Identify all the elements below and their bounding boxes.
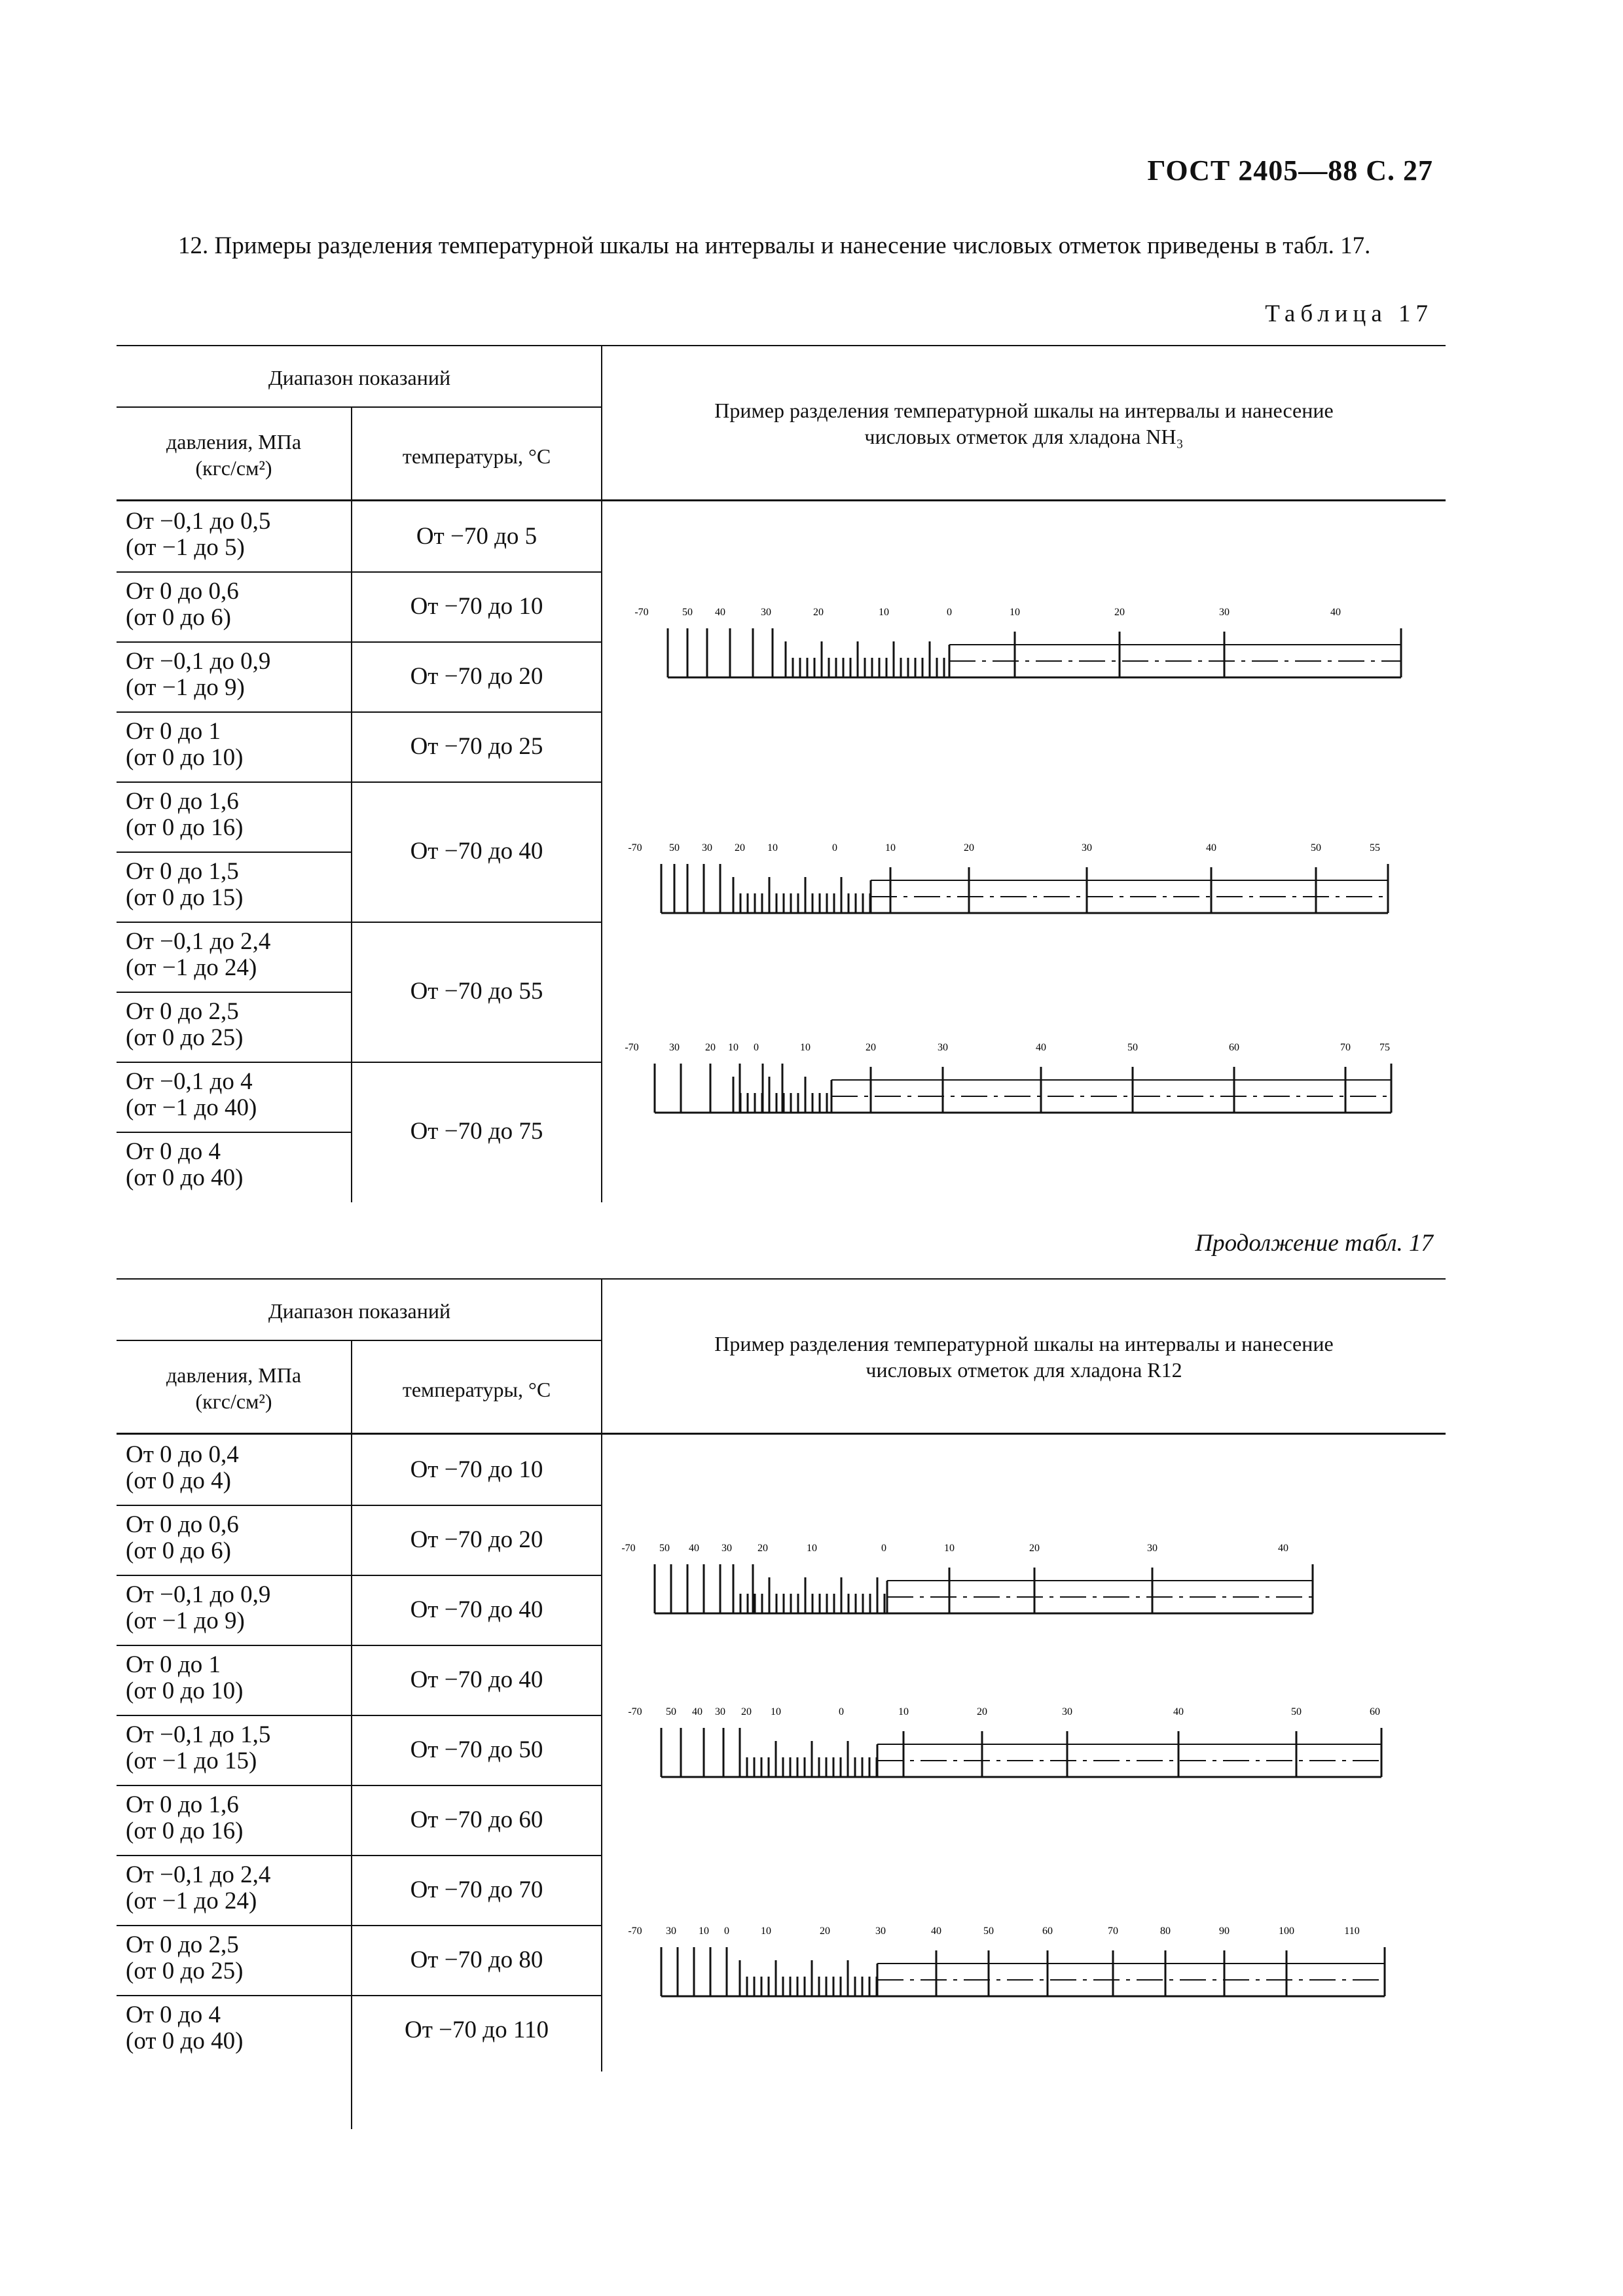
- tick-label: 70: [1340, 1042, 1351, 1053]
- tick-label: -70: [628, 1926, 642, 1937]
- pressure-range: От 0 до 1: [126, 1651, 221, 1678]
- tick-label: 55: [1370, 842, 1380, 853]
- tick-label: 90: [1219, 1926, 1230, 1937]
- tick-label: 40: [1036, 1042, 1046, 1053]
- temperature-range: От −70 до 70: [410, 1876, 543, 1903]
- table-rule: [601, 1278, 602, 2072]
- pressure-range-kgf: (от 0 до 4): [126, 1467, 231, 1494]
- pressure-range: От −0,1 до 4: [126, 1068, 253, 1095]
- tick-label: 30: [938, 1042, 948, 1053]
- header-example-2: числовых отметок для хладона NH₃: [864, 425, 1184, 448]
- table-rule: [117, 1433, 1446, 1435]
- pressure-range: От 0 до 4: [126, 1138, 221, 1165]
- tick-label: 40: [1173, 1706, 1184, 1717]
- tick-label: -70: [628, 1706, 642, 1717]
- tick-label: 60: [1370, 1706, 1380, 1717]
- tick-label: 0: [881, 1543, 886, 1554]
- tick-label: 0: [754, 1042, 759, 1053]
- table-rule: [117, 1785, 602, 1786]
- tick-label: 10: [879, 607, 889, 618]
- header-example: Пример разделения температурной шкалы на интервалы и нанесение: [714, 399, 1334, 422]
- tick-label: 60: [1042, 1926, 1053, 1937]
- table-continuation-caption: Продолжение табл. 17: [1195, 1230, 1433, 1257]
- tick-label: 30: [666, 1926, 676, 1937]
- table-rule: [117, 1505, 602, 1506]
- nh3-scales: [615, 576, 1440, 1139]
- header-temperature: температуры, °C: [402, 444, 551, 468]
- pressure-range: От −0,1 до 0,9: [126, 1581, 271, 1608]
- tick-label: 50: [659, 1543, 670, 1554]
- temperature-range: От −70 до 110: [405, 2017, 549, 2043]
- tick-label: 30: [1082, 842, 1092, 853]
- temperature-range: От −70 до 20: [410, 1526, 543, 1553]
- table-rule: [351, 571, 602, 573]
- tick-label: 10: [800, 1042, 811, 1053]
- pressure-range: От −0,1 до 1,5: [126, 1721, 271, 1748]
- pressure-range-kgf: (от −1 до 9): [126, 1607, 245, 1634]
- tick-label: 40: [1330, 607, 1341, 618]
- r12-scales: [615, 1512, 1440, 2009]
- pressure-range: От 0 до 1,6: [126, 1791, 239, 1818]
- table-rule: [117, 1995, 602, 1996]
- tick-label: 20: [757, 1543, 768, 1554]
- pressure-range-kgf: (от 0 до 16): [126, 1818, 244, 1844]
- pressure-range: От −0,1 до 2,4: [126, 1861, 271, 1888]
- tick-label: 50: [669, 842, 680, 853]
- header-pressure-unit: (кгс/см²): [195, 456, 272, 480]
- table-rule: [351, 1062, 602, 1063]
- pressure-range-kgf: (от 0 до 10): [126, 744, 244, 771]
- temperature-range: От −70 до 40: [410, 1666, 543, 1693]
- pressure-range-kgf: (от −1 до 40): [126, 1094, 257, 1121]
- table-rule: [351, 922, 602, 923]
- tick-label: 10: [807, 1543, 817, 1554]
- pressure-range-kgf: (от 0 до 40): [126, 2028, 244, 2054]
- tick-label: -70: [625, 1042, 639, 1053]
- tick-label: 70: [1108, 1926, 1118, 1937]
- table-rule: [351, 641, 602, 643]
- pressure-range: От 0 до 2,5: [126, 998, 239, 1025]
- pressure-range: От 0 до 2,5: [126, 1931, 239, 1958]
- table-rule: [117, 499, 1446, 501]
- table-rule: [117, 922, 352, 923]
- header-example-2: числовых отметок для хладона R12: [866, 1358, 1182, 1382]
- table-rule: [117, 1715, 602, 1716]
- intro-paragraph: 12. Примеры разделения температурной шкалы на интервалы и нанесение числовых отметок приведены в табл. 17.: [178, 232, 1371, 259]
- temperature-range: От −70 до 55: [410, 978, 543, 1005]
- tick-label: 0: [724, 1926, 729, 1937]
- tick-label: 20: [866, 1042, 876, 1053]
- tick-label: 30: [1219, 607, 1230, 618]
- tick-label: 20: [741, 1706, 752, 1717]
- tick-label: -70: [634, 607, 649, 618]
- tick-label: 20: [820, 1926, 830, 1937]
- tick-label: -70: [628, 842, 642, 853]
- tick-label: 20: [705, 1042, 716, 1053]
- pressure-range: От 0 до 0,6: [126, 578, 239, 605]
- tick-label: 80: [1160, 1926, 1171, 1937]
- tick-label: 50: [1127, 1042, 1138, 1053]
- tick-label: 40: [1278, 1543, 1288, 1554]
- tick-label: 10: [885, 842, 896, 853]
- header-pressure-unit: (кгс/см²): [195, 1390, 272, 1413]
- pressure-range-kgf: (от 0 до 25): [126, 1024, 244, 1051]
- tick-label: 10: [1010, 607, 1020, 618]
- tick-label: 30: [875, 1926, 886, 1937]
- tick-label: 50: [1311, 842, 1321, 853]
- tick-label: -70: [621, 1543, 636, 1554]
- pressure-range-kgf: (от 0 до 25): [126, 1958, 244, 1984]
- table-rule: [117, 1132, 352, 1133]
- temperature-range: От −70 до 40: [410, 1596, 543, 1623]
- tick-label: 0: [832, 842, 837, 853]
- tick-label: 10: [771, 1706, 781, 1717]
- tick-label: 20: [735, 842, 745, 853]
- pressure-range-kgf: (от 0 до 10): [126, 1677, 244, 1704]
- tick-label: 20: [813, 607, 824, 618]
- tick-label: 40: [692, 1706, 702, 1717]
- tick-label: 40: [1206, 842, 1216, 853]
- tick-label: 50: [666, 1706, 676, 1717]
- pressure-range: От 0 до 0,6: [126, 1511, 239, 1538]
- temperature-range: От −70 до 25: [410, 732, 543, 760]
- tick-label: 40: [931, 1926, 941, 1937]
- table-rule: [351, 711, 602, 713]
- pressure-range-kgf: (от −1 до 24): [126, 954, 257, 981]
- header-example: Пример разделения температурной шкалы на интервалы и нанесение: [714, 1332, 1334, 1355]
- table-rule: [117, 406, 602, 408]
- table-rule: [117, 1925, 602, 1926]
- temperature-range: От −70 до 10: [410, 592, 543, 620]
- tick-label: 20: [1029, 1543, 1040, 1554]
- tick-label: 30: [715, 1706, 725, 1717]
- pressure-range: От 0 до 4: [126, 2001, 221, 2028]
- tick-label: 20: [977, 1706, 987, 1717]
- table-rule: [117, 1855, 602, 1856]
- pressure-range-kgf: (от 0 до 6): [126, 604, 231, 631]
- pressure-range-kgf: (от 0 до 40): [126, 1164, 244, 1191]
- temperature-range: От −70 до 40: [410, 838, 543, 865]
- table-rule: [117, 852, 352, 853]
- tick-label: 30: [669, 1042, 680, 1053]
- tick-label: 10: [761, 1926, 771, 1937]
- tick-label: 20: [1114, 607, 1125, 618]
- temperature-range: От −70 до 5: [416, 522, 538, 550]
- tick-label: 50: [682, 607, 693, 618]
- tick-label: 40: [689, 1543, 699, 1554]
- pressure-range: От 0 до 1: [126, 718, 221, 745]
- table-rule: [117, 1575, 602, 1576]
- temperature-range: От −70 до 10: [410, 1456, 543, 1483]
- table-rule: [351, 781, 602, 783]
- header-range: Диапазон показаний: [268, 1299, 451, 1323]
- tick-label: 10: [699, 1926, 709, 1937]
- tick-label: 75: [1379, 1042, 1390, 1053]
- header-pressure: давления, МПа: [166, 1363, 302, 1387]
- table-rule: [601, 345, 602, 1202]
- pressure-range: От −0,1 до 2,4: [126, 928, 271, 955]
- tick-label: 40: [715, 607, 725, 618]
- pressure-range-kgf: (от −1 до 15): [126, 1748, 257, 1774]
- tick-label: 10: [944, 1543, 955, 1554]
- tick-label: 30: [721, 1543, 732, 1554]
- pressure-range: От −0,1 до 0,5: [126, 508, 271, 535]
- pressure-range-kgf: (от −1 до 5): [126, 534, 245, 561]
- temperature-range: От −70 до 20: [410, 662, 543, 690]
- tick-label: 30: [761, 607, 771, 618]
- pressure-range-kgf: (от 0 до 15): [126, 884, 244, 911]
- table-rule: [117, 1340, 602, 1341]
- tick-label: 0: [839, 1706, 844, 1717]
- tick-label: 110: [1344, 1926, 1360, 1937]
- table-rule: [117, 1645, 602, 1646]
- temperature-range: От −70 до 80: [410, 1946, 543, 1973]
- table-rule: [117, 992, 352, 993]
- pressure-range-kgf: (от 0 до 6): [126, 1537, 231, 1564]
- tick-label: 60: [1229, 1042, 1239, 1053]
- pressure-range: От 0 до 1,6: [126, 788, 239, 815]
- pressure-range-kgf: (от −1 до 9): [126, 674, 245, 701]
- temperature-range: От −70 до 75: [410, 1118, 543, 1145]
- table-rule: [117, 1062, 352, 1063]
- temperature-range: От −70 до 50: [410, 1736, 543, 1763]
- tick-label: 30: [702, 842, 712, 853]
- header-temperature: температуры, °C: [402, 1378, 551, 1401]
- table-rule: [117, 1278, 1446, 1280]
- tick-label: 50: [983, 1926, 994, 1937]
- tick-label: 30: [1147, 1543, 1158, 1554]
- tick-label: 100: [1279, 1926, 1294, 1937]
- pressure-range-kgf: (от 0 до 16): [126, 814, 244, 841]
- tick-label: 30: [1062, 1706, 1072, 1717]
- tick-label: 50: [1291, 1706, 1302, 1717]
- page-header: ГОСТ 2405—88 С. 27: [1147, 154, 1433, 187]
- tick-label: 20: [964, 842, 974, 853]
- temperature-range: От −70 до 60: [410, 1806, 543, 1833]
- header-pressure: давления, МПа: [166, 430, 302, 454]
- pressure-range-kgf: (от −1 до 24): [126, 1888, 257, 1914]
- tick-label: 10: [728, 1042, 739, 1053]
- tick-label: 10: [898, 1706, 909, 1717]
- pressure-range: От 0 до 0,4: [126, 1441, 239, 1468]
- table-caption: Таблица 17: [1265, 300, 1433, 327]
- pressure-range: От 0 до 1,5: [126, 858, 239, 885]
- tick-label: 0: [947, 607, 952, 618]
- header-range: Диапазон показаний: [268, 366, 451, 389]
- tick-label: 10: [767, 842, 778, 853]
- table-rule: [117, 345, 1446, 346]
- pressure-range: От −0,1 до 0,9: [126, 648, 271, 675]
